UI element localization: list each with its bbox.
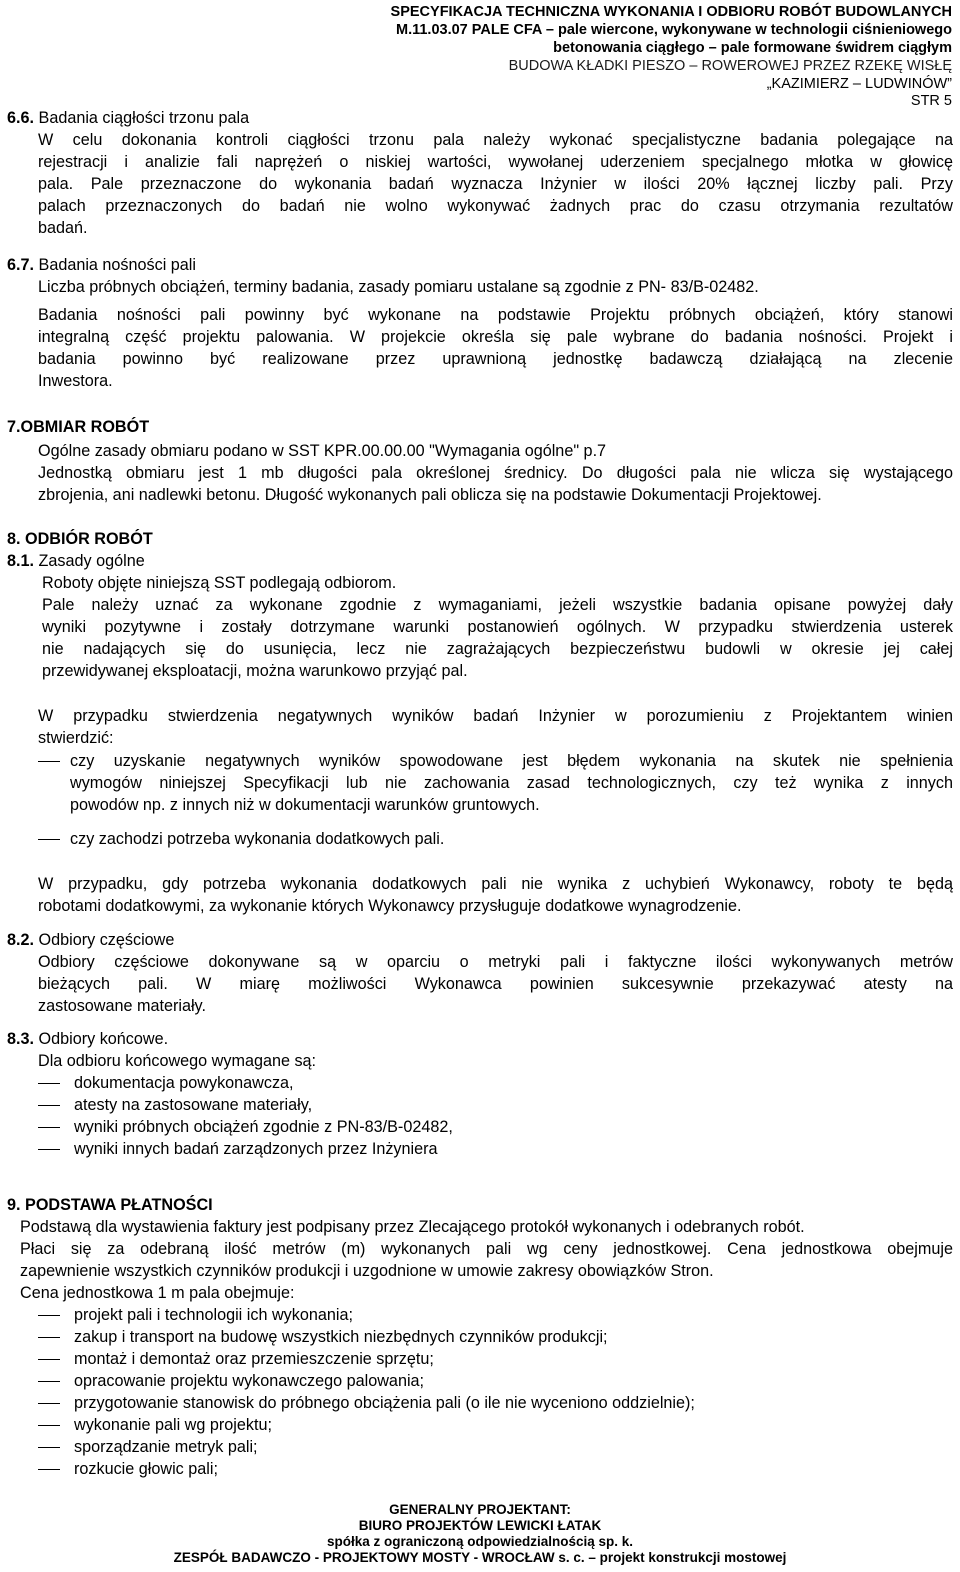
paragraph-line: Liczba próbnych obciążeń, terminy badania, zasady pomiaru ustalane są zgodnie z PN- 83/B-02482. [38, 278, 759, 296]
paragraph-line: Pale należy uznać za wykonane zgodnie z wymaganiami, jeżeli wszystkie badania opisane powyżej dały [42, 596, 953, 614]
section-title: Odbiory końcowe. [38, 1030, 169, 1048]
section-number: 8.2. [7, 931, 35, 949]
section-8-heading [7, 528, 153, 550]
section-number: 7. [7, 418, 21, 436]
section-8-1-heading [7, 550, 145, 572]
list-item: zakup i transport na budowę wszystkich niezbędnych czynników produkcji; [74, 1328, 608, 1346]
dash-bullet [38, 1337, 60, 1338]
list-item: dokumentacja powykonawcza, [74, 1074, 294, 1092]
paragraph-line: W celu dokonania kontroli ciągłości trzonu pala należy wykonać specjalistyczne badania polegające na [38, 131, 953, 149]
dash-bullet [38, 1315, 60, 1316]
paragraph-line: Ogólne zasady obmiaru podano w SST KPR.00.00.00 "Wymagania ogólne" p.7 [38, 442, 607, 460]
dash-bullet [38, 1447, 60, 1448]
paragraph-line: Cena jednostkowa 1 m pala obejmuje: [20, 1284, 295, 1302]
dash-bullet [38, 1425, 60, 1426]
dash-bullet [38, 839, 60, 840]
footer-company-form: spółka z ograniczoną odpowiedzialnością sp. k. [326, 1534, 634, 1549]
paragraph-line: nie nadających się do usunięcia, lecz nie zagrażających bezpieczeństwu budowli w okresie jej całej [42, 640, 953, 658]
header-project: BUDOWA KŁADKI PIESZO – ROWEROWEJ PRZEZ RZEKĘ WISŁĘ [508, 58, 952, 74]
paragraph-line: wyniki pozytywne i zostały dotrzymane warunki postanowień ogólnych. W przypadku stwierdzenia usterek [42, 618, 953, 636]
section-8-2-heading [7, 929, 174, 951]
paragraph-line: badania powinno być realizowane przez uprawnioną jednostkę badawczą działającą na zlecenie [38, 350, 953, 368]
paragraph-line: palach przeznaczonych do badań nie wolno wykonywać żadnych prac do czasu otrzymania rezultatów [38, 197, 953, 215]
list-item: przygotowanie stanowisk do próbnego obciążenia pali (o ile nie wyceniono oddzielnie); [74, 1394, 695, 1412]
list-item: wykonanie pali wg projektu; [74, 1416, 272, 1434]
list-item: wyniki innych badań zarządzonych przez Inżyniera [74, 1140, 438, 1158]
section-number: 6.7. [7, 256, 35, 274]
section-title: Odbiory częściowe [38, 931, 175, 949]
paragraph-line: Roboty objęte niniejszą SST podlegają odbiorom. [42, 574, 397, 592]
section-number: 8.3. [7, 1030, 35, 1048]
footer-team: ZESPÓŁ BADAWCZO - PROJEKTOWY MOSTY - WROCŁAW s. c. – projekt konstrukcji mostowej [173, 1550, 787, 1565]
list-item: sporządzanie metryk pali; [74, 1438, 258, 1456]
list-item: rozkucie głowic pali; [74, 1460, 218, 1478]
header-spec-subtitle: betonowania ciągłego – pale formowane świdrem ciągłym [553, 40, 952, 56]
footer-label: GENERALNY PROJEKTANT: [389, 1502, 571, 1517]
section-6-6-heading [7, 107, 249, 129]
section-6-7-heading [7, 254, 196, 276]
paragraph-line: zbrojenia, ani nadlewki betonu. Długość wykonanych pali oblicza się na podstawie Dokumentacji Projektowej. [38, 486, 822, 504]
dash-bullet [38, 1381, 60, 1382]
section-number: 9. [7, 1196, 21, 1214]
section-7-heading [7, 416, 149, 438]
header-spec-code: M.11.03.07 PALE CFA – pale wiercone, wykonywane w technologii ciśnieniowego [396, 22, 952, 38]
list-item: opracowanie projektu wykonawczego palowania; [74, 1372, 425, 1390]
list-item: wymogów niniejszej Specyfikacji lub nie zachowania zasad technologicznych, czy też wynika z innych [70, 774, 953, 792]
paragraph-line: Badania nośności pali powinny być wykonane na podstawie Projektu próbnych obciążeń, który stanowi [38, 306, 953, 324]
dash-bullet [38, 1105, 60, 1106]
section-number: 8.1. [7, 552, 35, 570]
dash-bullet [38, 1127, 60, 1128]
header-title: SPECYFIKACJA TECHNICZNA WYKONANIA I ODBIORU ROBÓT BUDOWLANYCH [390, 4, 952, 20]
paragraph-line: pala. Pale przeznaczone do wykonania badań wyznacza Inżynier w ilości 20% łącznej liczby pali. Przy [38, 175, 953, 193]
paragraph-line: bieżących pali. W miarę możliwości Wykonawca powinien sukcesywnie przekazywać atesty na [38, 975, 953, 993]
dash-bullet [38, 1149, 60, 1150]
paragraph-line: integralną część projektu palowania. W projekcie określa się pale wybrane do badania nośności. Projekt i [38, 328, 953, 346]
paragraph-line: przewidywanej eksploatacji, można warunkowo przyjąć pal. [42, 662, 468, 680]
list-item: powodów np. z innych niż w dokumentacji warunków gruntowych. [70, 796, 540, 814]
list-item: czy uzyskanie negatywnych wyników spowodowane jest błędem wykonania na skutek nie spełnienia [70, 752, 953, 770]
list-item: wyniki próbnych obciążeń zgodnie z PN-83/B-02482, [74, 1118, 453, 1136]
paragraph-line: badań. [38, 219, 88, 237]
dash-bullet [38, 1403, 60, 1404]
paragraph-line: Jednostką obmiaru jest 1 mb długości pala określonej średnicy. Do długości pala nie wlicza się wystającego [38, 464, 953, 482]
paragraph-line: W przypadku, gdy potrzeba wykonania dodatkowych pali nie wynika z uchybień Wykonawcy, roboty te będą [38, 875, 953, 893]
paragraph-line: zapewnienie wszystkich czynników produkcji i uzgodnione w umowie zakresy obowiązków Stron. [20, 1262, 714, 1280]
list-item: atesty na zastosowane materiały, [74, 1096, 313, 1114]
paragraph-line: rejestracji i analizie fali naprężeń o niskiej wartości, wywołanej uderzeniem specjalnego młotka w głowicę [38, 153, 953, 171]
dash-bullet [38, 1083, 60, 1084]
paragraph-line: stwierdzić: [38, 729, 114, 747]
paragraph-line: Odbiory częściowe dokonywane są w oparciu o metryki pali i faktyczne ilości wykonywanych metrów [38, 953, 953, 971]
header-location: „KAZIMIERZ – LUDWINÓW” [766, 76, 952, 92]
dash-bullet [38, 761, 60, 762]
section-8-3-heading [7, 1028, 168, 1050]
section-title: OBMIAR ROBÓT [20, 418, 150, 436]
paragraph-line: Dla odbioru końcowego wymagane są: [38, 1052, 317, 1070]
paragraph-line: Płaci się za odebraną ilość metrów (m) wykonanych pali wg ceny jednostkowej. Cena jednostkowa obejmuje [20, 1240, 953, 1258]
section-title: Badania ciągłości trzonu pala [38, 109, 250, 127]
paragraph-line: robotami dodatkowymi, za wykonanie których Wykonawcy przysługuje dodatkowe wynagrodzenie. [38, 897, 742, 915]
dash-bullet [38, 1469, 60, 1470]
section-title: Zasady ogólne [38, 552, 145, 570]
section-number: 6.6. [7, 109, 35, 127]
paragraph-line: zastosowane materiały. [38, 997, 206, 1015]
section-title: PODSTAWA PŁATNOŚCI [25, 1196, 213, 1214]
list-item: czy zachodzi potrzeba wykonania dodatkowych pali. [70, 830, 445, 848]
section-title: ODBIÓR ROBÓT [25, 530, 153, 548]
paragraph-line: Podstawą dla wystawienia faktury jest podpisany przez Zlecającego protokół wykonanych i odebranych robót. [20, 1218, 805, 1236]
section-9-heading [7, 1194, 213, 1216]
section-number: 8. [7, 530, 21, 548]
section-title: Badania nośności pali [38, 256, 197, 274]
list-item: montaż i demontaż oraz przemieszczenie sprzętu; [74, 1350, 434, 1368]
list-item: projekt pali i technologii ich wykonania; [74, 1306, 353, 1324]
page-number: STR 5 [910, 93, 952, 109]
footer-company: BIURO PROJEKTÓW LEWICKI ŁATAK [358, 1518, 602, 1533]
paragraph-line: W przypadku stwierdzenia negatywnych wyników badań Inżynier w porozumieniu z Projektantem winien [38, 707, 953, 725]
dash-bullet [38, 1359, 60, 1360]
paragraph-line: Inwestora. [38, 372, 113, 390]
